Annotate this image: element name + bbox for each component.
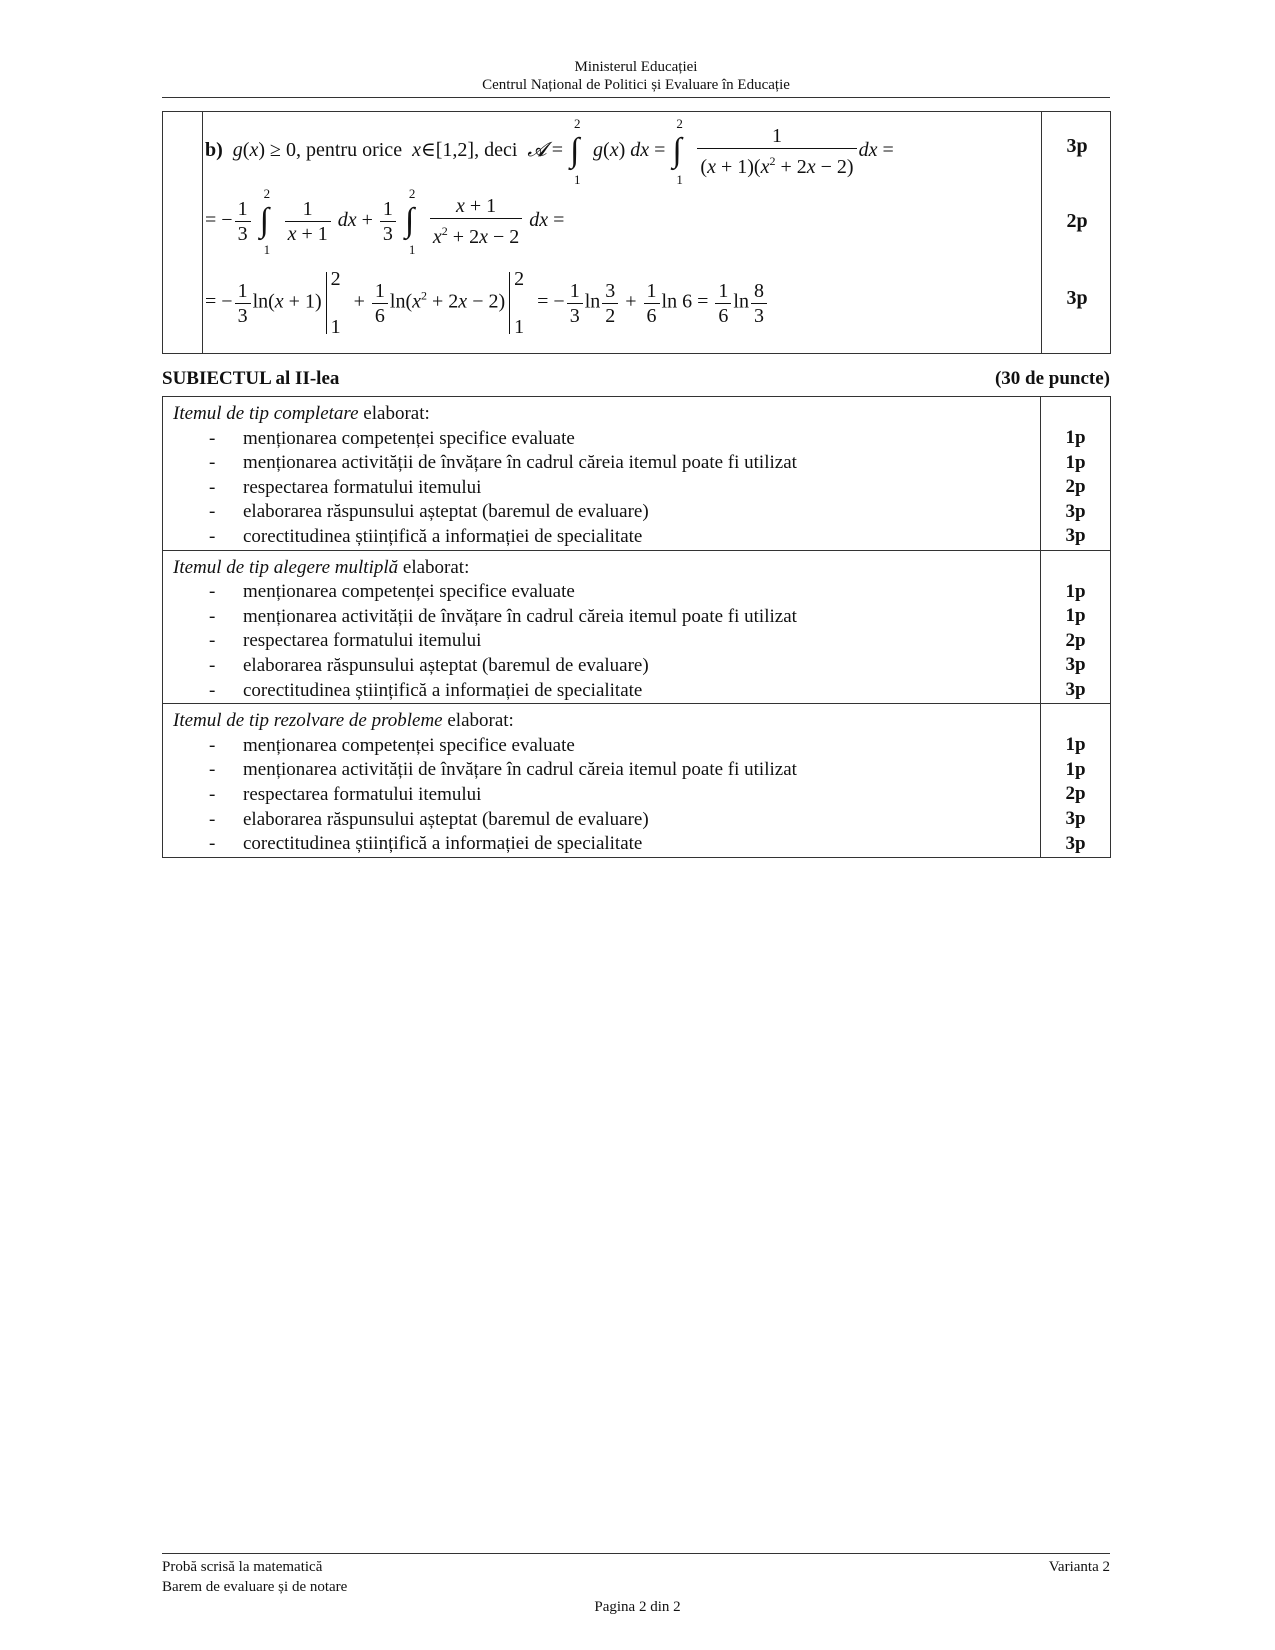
criteria-list — [173, 734, 1030, 857]
section-title: SUBIECTUL al II-lea — [162, 368, 340, 389]
criterion-bullet: - — [209, 452, 216, 474]
math-line-3: = − $\frac{1}{3}$ ln(x + 1) 2 1 + $\frac{1}{6}$ $\ln(x^2 + 2x - 2)$ 2 1 = − $\frac{1}{3}$ ln $\frac{3}{2}$ + $\frac{1}{6}$ ln 6 = $\frac{1}{6}$ ln $\frac{8}{3}$ — [205, 272, 769, 334]
criterion-text: menționarea activității de învățare în cadrul căreia itemul poate fi utilizat — [243, 759, 797, 781]
criterion-points: 2p — [1065, 476, 1086, 498]
box-left-divider — [202, 112, 203, 353]
criterion-bullet: - — [209, 525, 216, 547]
header-divider — [162, 97, 1110, 98]
rubric-row — [163, 550, 1111, 704]
criterion-points: 3p — [1065, 678, 1086, 700]
criterion-points: 2p — [1065, 629, 1086, 651]
criterion-bullet: - — [209, 605, 216, 627]
math-text-deci: , deci — [474, 139, 518, 162]
part-b-label: b) — [205, 139, 223, 162]
criterion-item — [173, 525, 1030, 550]
rubric-item-type: Itemul de tip alegere multiplă — [173, 556, 399, 578]
criterion-points: 1p — [1065, 427, 1086, 448]
criterion-item — [173, 679, 1030, 704]
criterion-item — [173, 832, 1030, 857]
criterion-points: 2p — [1065, 783, 1086, 805]
criterion-points: 3p — [1065, 807, 1086, 829]
criterion-item — [173, 476, 1030, 501]
criterion-points: 3p — [1065, 500, 1086, 522]
criterion-bullet: - — [209, 476, 216, 498]
criterion-text: corectitudinea științifică a informației de specialitate — [243, 833, 643, 855]
points-line-3: 3p — [1066, 287, 1088, 309]
rubric-item-title-suffix: elaborat: — [398, 556, 470, 578]
criterion-bullet: - — [209, 783, 216, 805]
rubric-item-title — [173, 709, 1030, 734]
criterion-points: 1p — [1065, 605, 1086, 627]
criterion-text: menționarea activității de învățare în cadrul căreia itemul poate fi utilizat — [243, 605, 797, 627]
criterion-points: 1p — [1065, 580, 1086, 602]
criterion-text: elaborarea răspunsului așteptat (baremul de evaluare) — [243, 501, 649, 523]
rubric-row — [163, 397, 1111, 551]
rubric-item-content — [163, 397, 1041, 551]
criterion-item — [173, 500, 1030, 525]
criterion-item — [173, 808, 1030, 833]
rubric-table — [162, 396, 1111, 858]
rubric-item-type: Itemul de tip completare — [173, 403, 359, 424]
criterion-points: 3p — [1065, 654, 1086, 676]
criterion-bullet: - — [209, 630, 216, 652]
rubric-row — [163, 704, 1111, 858]
criterion-item — [173, 451, 1030, 476]
criteria-list — [173, 427, 1030, 550]
criterion-text: corectitudinea științifică a informației de specialitate — [243, 525, 643, 547]
criterion-text: menționarea activității de învățare în cadrul căreia itemul poate fi utilizat — [243, 452, 797, 474]
criterion-bullet: - — [209, 501, 216, 523]
footer-divider — [162, 1553, 1110, 1554]
criterion-points: 3p — [1065, 525, 1086, 547]
criterion-bullet: - — [209, 654, 216, 676]
criterion-text: respectarea formatului itemului — [243, 783, 482, 805]
criterion-text: menționarea competenței specifice evaluate — [243, 427, 575, 449]
criterion-item — [173, 427, 1030, 452]
criterion-item — [173, 734, 1030, 759]
criterion-text: elaborarea răspunsului așteptat (baremul de evaluare) — [243, 654, 649, 676]
criterion-text: corectitudinea științifică a informației de specialitate — [243, 679, 643, 701]
criterion-text: menționarea competenței specifice evaluate — [243, 734, 575, 756]
rubric-item-title-suffix: elaborat: — [442, 710, 514, 732]
criteria-list — [173, 580, 1030, 703]
rubric-item-title — [173, 556, 1030, 581]
criterion-points: 1p — [1065, 451, 1086, 473]
criterion-bullet: - — [209, 734, 216, 756]
rubric-item-content — [163, 704, 1041, 858]
math-text-pentru: , pentru orice — [296, 139, 403, 162]
criterion-item — [173, 605, 1030, 630]
criterion-bullet: - — [209, 581, 216, 603]
criterion-points: 1p — [1065, 734, 1086, 756]
rubric-item-title — [173, 402, 1030, 427]
criterion-bullet: - — [209, 833, 216, 855]
footer-left — [162, 1557, 347, 1597]
criterion-bullet: - — [209, 759, 216, 781]
criterion-points: 1p — [1065, 758, 1086, 780]
section-total-points: (30 de puncte) — [994, 368, 1110, 389]
criterion-bullet: - — [209, 679, 216, 701]
criterion-item — [173, 783, 1030, 808]
criterion-text: respectarea formatului itemului — [243, 630, 482, 652]
points-line-2: 2p — [1066, 210, 1088, 232]
criterion-item — [173, 654, 1030, 679]
rubric-item-points — [1041, 550, 1111, 704]
rubric-item-title-suffix: elaborat: — [358, 403, 430, 424]
criterion-item — [173, 580, 1030, 605]
math-line-1: b) g(x) ≥ 0, pentru orice x∈[1,2], deci 𝓐 = 2 ∫ 1 g(x) dx = 2 ∫ 1 $\frac{1}{(x + 1)(x^2 + 2x - 2)}$ dx = — [205, 115, 894, 187]
page-number: Pagina 2 din 2 — [594, 1599, 681, 1615]
box-right-divider — [1041, 112, 1042, 353]
rubric-item-type: Itemul de tip rezolvare de probleme — [173, 710, 443, 732]
criterion-bullet: - — [209, 427, 216, 449]
footer-exam-name: Probă scrisă la matematică — [162, 1559, 323, 1575]
part-b-solution-box — [162, 111, 1111, 354]
criterion-points: 3p — [1065, 832, 1086, 854]
header-center: Centrul Național de Politici și Evaluare în Educație — [482, 77, 790, 93]
document-header — [162, 58, 1110, 94]
criterion-text: elaborarea răspunsului așteptat (baremul de evaluare) — [243, 808, 649, 830]
rubric-item-points — [1041, 397, 1111, 551]
criterion-text: menționarea competenței specifice evaluate — [243, 581, 575, 603]
math-line-2: = − $\frac{1}{3}$ 2 ∫ 1 $\frac{1}{x + 1}$ dx + $\frac{1}{3}$ 2 ∫ 1 $\frac{x + 1}{x^2 + 2x - 2}$ dx = — [205, 185, 565, 257]
rubric-item-content — [163, 550, 1041, 704]
footer-barem-name: Barem de evaluare și de notare — [162, 1579, 348, 1595]
points-line-1: 3p — [1066, 135, 1088, 157]
footer-variant: Varianta 2 — [1048, 1559, 1110, 1575]
criterion-item — [173, 758, 1030, 783]
criterion-text: respectarea formatului itemului — [243, 476, 482, 498]
rubric-item-points — [1041, 704, 1111, 858]
criterion-item — [173, 629, 1030, 654]
criterion-bullet: - — [209, 808, 216, 830]
header-ministry: Ministerul Educației — [574, 59, 698, 75]
